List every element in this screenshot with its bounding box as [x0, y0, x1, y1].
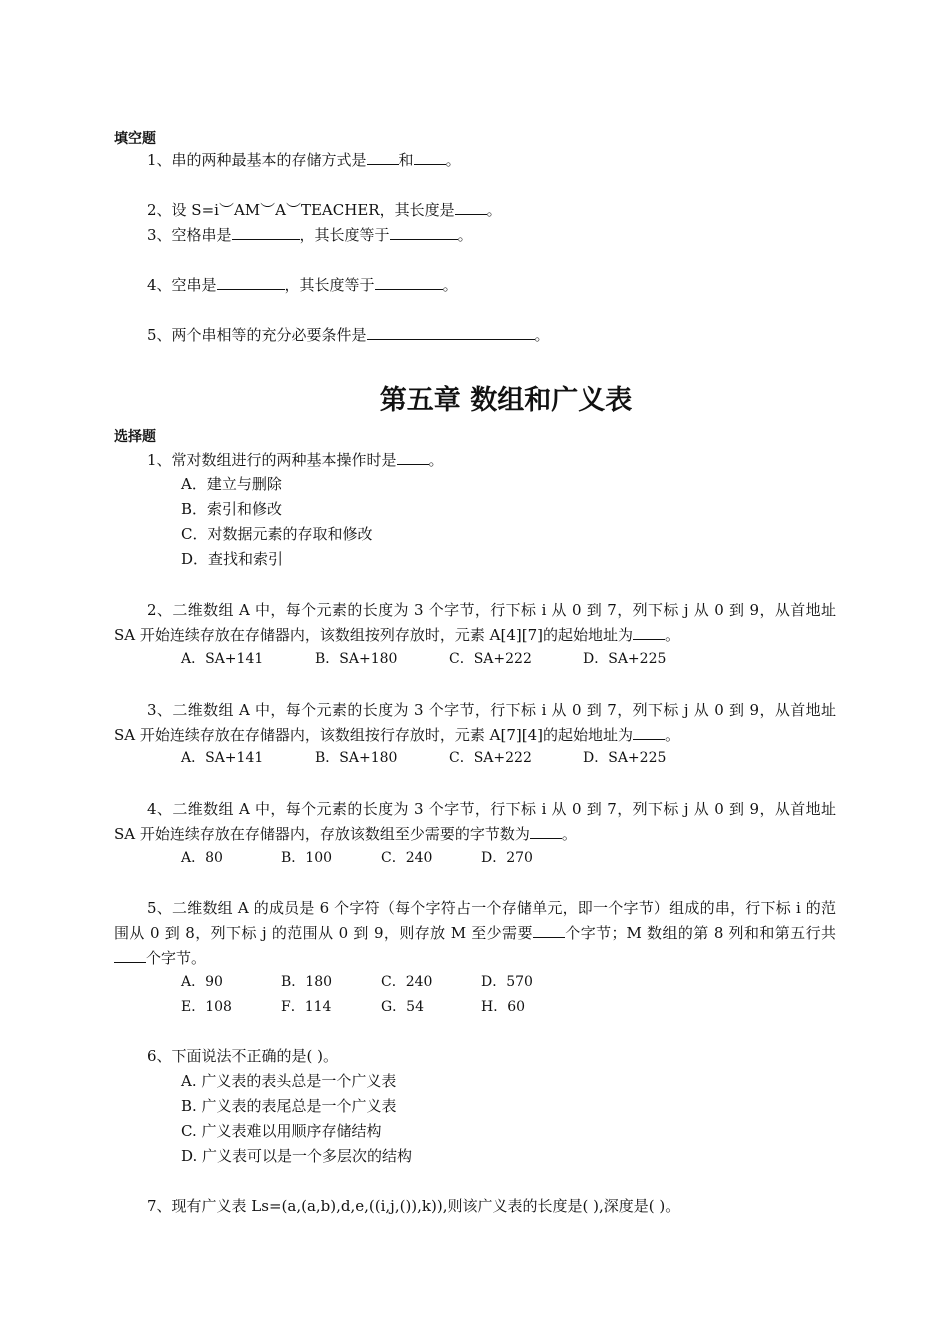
q5-option-a: A．90: [181, 974, 223, 990]
answer-blank: [390, 225, 458, 240]
q5-option-d: D．570: [481, 974, 533, 990]
choice-question-4: 4、二维数组 A 中，每个元素的长度为 3 个字节，行下标 i 从 0 到 7，列下标 j 从 0 到 9，从首地址 SA 开始连续存放在存储器内，存放该数组至少需要的字节数为 。: [114, 800, 836, 843]
q4-option-b: B．100: [281, 850, 333, 866]
fill-section-heading: 填空题: [114, 131, 156, 147]
answer-blank: [397, 450, 429, 465]
q1-option-c: C．对数据元素的存取和修改: [181, 525, 373, 543]
q1-option-b: B．索引和修改: [181, 500, 283, 518]
answer-blank: [414, 150, 446, 165]
q5-option-g: G．54: [381, 999, 424, 1015]
q1-option-d: D．查找和索引: [181, 550, 284, 568]
fill-question-1: 1、串的两种最基本的存储方式是 和 。: [147, 151, 461, 169]
choice-question-1: 1、常对数组进行的两种基本操作时是 。: [147, 451, 444, 469]
q2-option-d: D．SA+225: [583, 651, 667, 667]
q3-option-b: B．SA+180: [315, 750, 398, 766]
q6-option-d: D. 广义表可以是一个多层次的结构: [181, 1147, 413, 1165]
choice-question-6: 6、下面说法不正确的是( )。: [147, 1047, 339, 1065]
q4-option-a: A．80: [181, 850, 223, 866]
q2-option-b: B．SA+180: [315, 651, 398, 667]
answer-blank: [455, 200, 487, 215]
fill-question-4: 4、空串是 ，其长度等于 。: [147, 276, 458, 294]
choice-question-5: 5、二维数组 A 的成员是 6 个字符（每个字符占一个存储单元，即一个字节）组成的串，行下标 i 的范围从 0 到 8，列下标 j 的范围从 0 到 9，则存放 M 至少需要 个字节；M 数组的第 8 列和和第五行共个字节。: [114, 899, 836, 967]
answer-blank: [533, 923, 565, 938]
choice-section-heading: 选择题: [114, 429, 156, 445]
answer-blank: [232, 225, 300, 240]
q4-option-c: C．240: [381, 850, 433, 866]
q3-option-a: A．SA+141: [181, 750, 264, 766]
q3-option-c: C．SA+222: [449, 750, 532, 766]
q5-option-b: B．180: [281, 974, 333, 990]
answer-blank: [367, 325, 535, 340]
choice-question-2: 2、二维数组 A 中，每个元素的长度为 3 个字节，行下标 i 从 0 到 7，列下标 j 从 0 到 9，从首地址 SA 开始连续存放在存储器内，该数组按列存放时，元素 A[4][7]的起始地址为 。: [114, 601, 836, 644]
q3-option-d: D．SA+225: [583, 750, 667, 766]
q5-option-h: H．60: [481, 999, 526, 1015]
q5-option-e: E．108: [181, 999, 232, 1015]
q6-option-a: A. 广义表的表头总是一个广义表: [181, 1072, 397, 1090]
fill-question-2: 2、设 S=i︶AM︶A︶TEACHER，其长度是 。: [147, 201, 502, 219]
q4-option-d: D．270: [481, 850, 533, 866]
choice-question-3: 3、二维数组 A 中，每个元素的长度为 3 个字节，行下标 i 从 0 到 7，列下标 j 从 0 到 9，从首地址 SA 开始连续存放在存储器内，该数组按行存放时，元素 A[7][4]的起始地址为 。: [114, 701, 836, 744]
answer-blank: [530, 824, 562, 839]
fill-question-5: 5、两个串相等的充分必要条件是 。: [147, 326, 550, 344]
q2-option-a: A．SA+141: [181, 651, 264, 667]
q6-option-b: B. 广义表的表尾总是一个广义表: [181, 1097, 397, 1115]
answer-blank: [633, 625, 665, 640]
answer-blank: [375, 275, 443, 290]
answer-blank: [217, 275, 285, 290]
fill-question-3: 3、空格串是 ，其长度等于 。: [147, 226, 473, 244]
q5-option-f: F．114: [281, 999, 332, 1015]
chapter-title: 第五章 数组和广义表: [379, 385, 633, 416]
q1-option-a: A．建立与删除: [181, 475, 282, 493]
q5-option-c: C．240: [381, 974, 433, 990]
choice-question-7: 7、现有广义表 Ls=(a,(a,b),d,e,((i,j,()),k)),则该广义表的长度是( ),深度是( )。: [147, 1197, 681, 1215]
answer-blank: [114, 948, 146, 963]
q2-option-c: C．SA+222: [449, 651, 532, 667]
answer-blank: [367, 150, 399, 165]
answer-blank: [633, 725, 665, 740]
q6-option-c: C. 广义表难以用顺序存储结构: [181, 1122, 382, 1140]
